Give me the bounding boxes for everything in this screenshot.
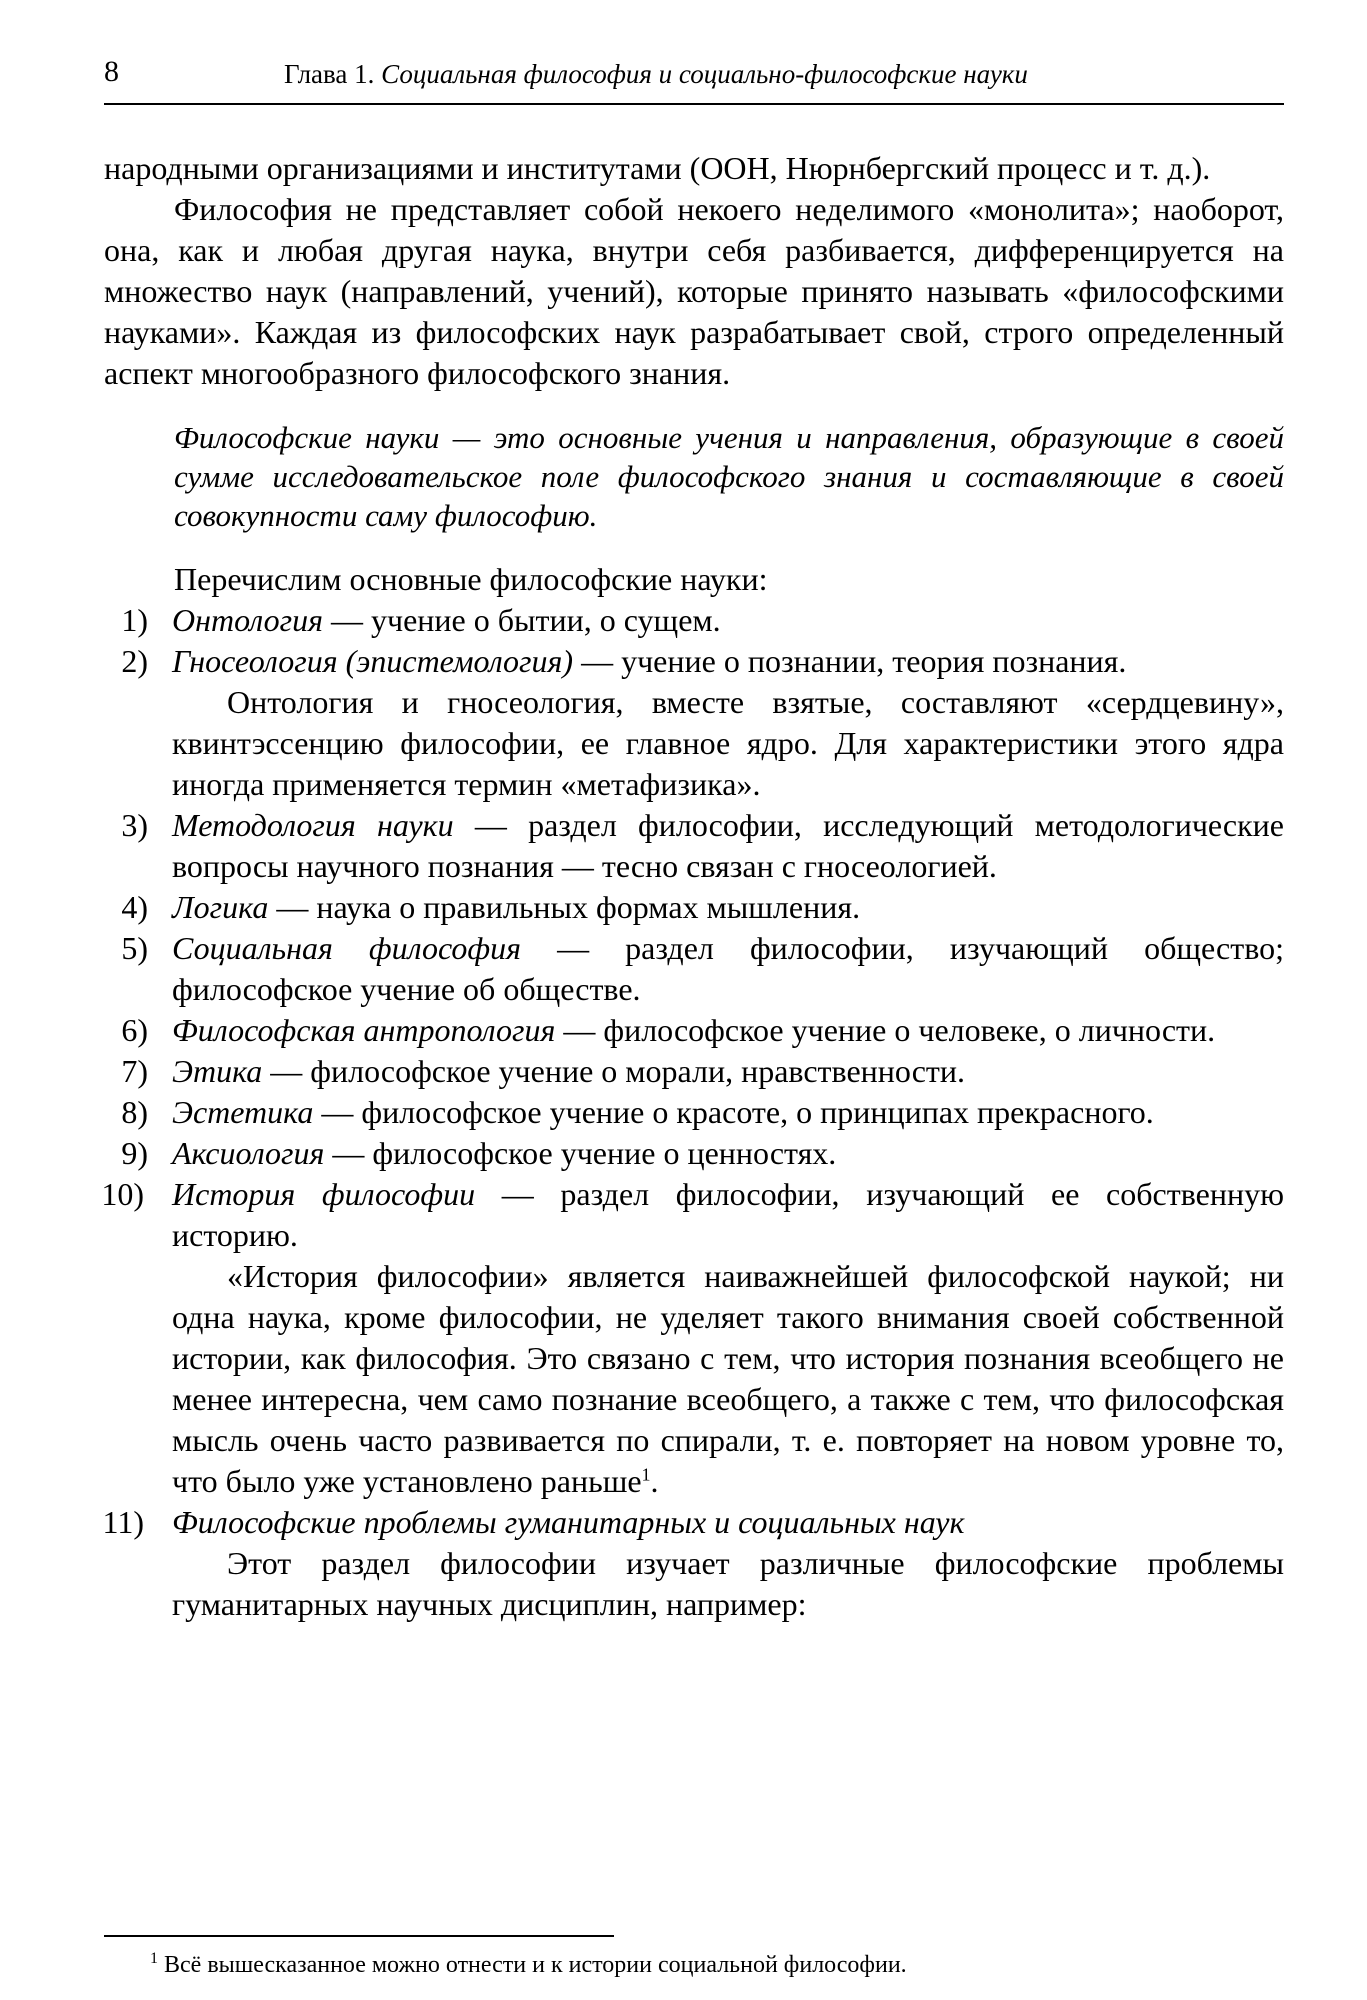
footnote-ref: 1 — [641, 1464, 651, 1485]
list-item: 9) Аксиология — философское учение о ценностях. — [121, 1135, 837, 1171]
paragraph: Философия не представляет собой некоего неделимого «монолита»; наоборот, она, как и любая другая наука, внутри себя разбивается, дифференцируется на множество наук (направлений, учений), которые принято называть «философскими науками». Каждая из философских наук разрабатывает свой, строго определенный аспект многообразного философского знания. — [104, 191, 1284, 391]
list-note: Онтология и гносеология, вместе взятые, составляют «сердцевину», квинтэссенцию философии, ее главное ядро. Для характеристики этого ядра иногда применяется термин «метафизика». — [172, 684, 1284, 802]
list-item: 5) Социальная философия — раздел философии, изучающий общество; философское учение об обществе. — [121, 930, 1285, 1007]
list-desc: — наука о правильных формах мышления. — [268, 889, 861, 925]
list-item: 10) История философии — раздел философии, изучающий ее собственную историю. — [101, 1176, 1285, 1253]
list-term: Философские проблемы гуманитарных и социальных наук — [172, 1504, 965, 1540]
list-desc: — философское учение о ценностях. — [324, 1135, 837, 1171]
list-desc: — раздел философии, изучающий общество; философское учение об обществе. — [172, 930, 1285, 1007]
header-rule — [104, 103, 1284, 105]
list-item: 7) Этика — философское учение о морали, нравственности. — [121, 1053, 966, 1089]
footnote-text: Всё вышесказанное можно отнести и к истории социальной философии. — [164, 1952, 907, 1978]
philosophy-sciences-list — [101, 600, 1285, 1625]
definition-paragraph: Философские науки — это основные учения и направления, образующие в своей сумме исследовательское поле философского знания и составляющие в своей совокупности саму философию. — [174, 420, 1284, 533]
running-header — [104, 55, 1284, 95]
footnote-rule — [104, 1935, 614, 1937]
list-desc: — философское учение о человеке, о личности. — [555, 1012, 1216, 1048]
list-item: 1) Онтология — учение о бытии, о сущем. — [121, 602, 721, 638]
continuation-paragraph: народными организациями и институтами (ООН, Нюрнбергский процесс и т. д.). — [104, 150, 1211, 186]
chapter-title: Социальная философия и социально-философские науки — [381, 59, 1028, 89]
list-intro: Перечислим основные философские науки: — [174, 561, 768, 597]
list-item: 6) Философская антропология — философское учение о человеке, о личности. — [121, 1012, 1216, 1048]
list-term: Аксиология — [172, 1135, 325, 1171]
list-term: Этика — [172, 1053, 263, 1089]
list-term: Методология науки — [172, 807, 454, 843]
list-item: 8) Эстетика — философское учение о красоте, о принципах прекрасного. — [121, 1094, 1154, 1130]
list-term: История философии — [172, 1176, 476, 1212]
list-desc: — раздел философии, исследующий методологические вопросы научного познания — тесно связан с гносеологией. — [172, 807, 1285, 884]
footnote — [150, 1952, 907, 1979]
list-desc: — учение о познании, теория познания. — [573, 643, 1127, 679]
footnote-marker: 1 — [150, 1950, 158, 1967]
list-item: 3) Методология науки — раздел философии, исследующий методологические вопросы научного познания — тесно связан с гносеологией. — [121, 807, 1285, 884]
list-desc: — философское учение о красоте, о принципах прекрасного. — [313, 1094, 1154, 1130]
list-note: Этот раздел философии изучает различные философские проблемы гуманитарных научных дисциплин, например: — [172, 1545, 1284, 1622]
list-term: Гносеология (эпистемология) — [172, 643, 574, 679]
list-term: Социальная философия — [172, 930, 521, 966]
chapter-label: Глава 1. — [284, 59, 375, 89]
list-term: Философская антропология — [172, 1012, 556, 1048]
list-item: 11) Философские проблемы гуманитарных и социальных наук — [102, 1504, 965, 1540]
list-note: «История философии» является наиважнейшей философской наукой; ни одна наука, кроме философии, не уделяет такого внимания своей собственной истории, как философия. Это связано с тем, что история познания всеобщего не менее интересна, чем само познание всеобщего, а также с тем, что философская мысль очень часто развивается по спирали, т. е. повторяет на новом уровне то, что было уже установлено раньше$^1$. — [172, 1258, 1284, 1499]
list-desc: — учение о бытии, о сущем. — [323, 602, 721, 638]
page-number: 8 — [104, 55, 119, 88]
list-desc: — философское учение о морали, нравственности. — [262, 1053, 966, 1089]
list-item: 2) Гносеология (эпистемология) — учение о познании, теория познания. — [121, 643, 1127, 679]
list-term: Эстетика — [172, 1094, 314, 1130]
chapter-heading — [284, 59, 1028, 90]
list-term: Онтология — [172, 602, 323, 638]
main-text — [101, 148, 1285, 1625]
list-term: Логика — [172, 889, 269, 925]
list-desc: — раздел философии, изучающий ее собственную историю. — [172, 1176, 1285, 1253]
list-item: 4) Логика — наука о правильных формах мышления. — [121, 889, 861, 925]
